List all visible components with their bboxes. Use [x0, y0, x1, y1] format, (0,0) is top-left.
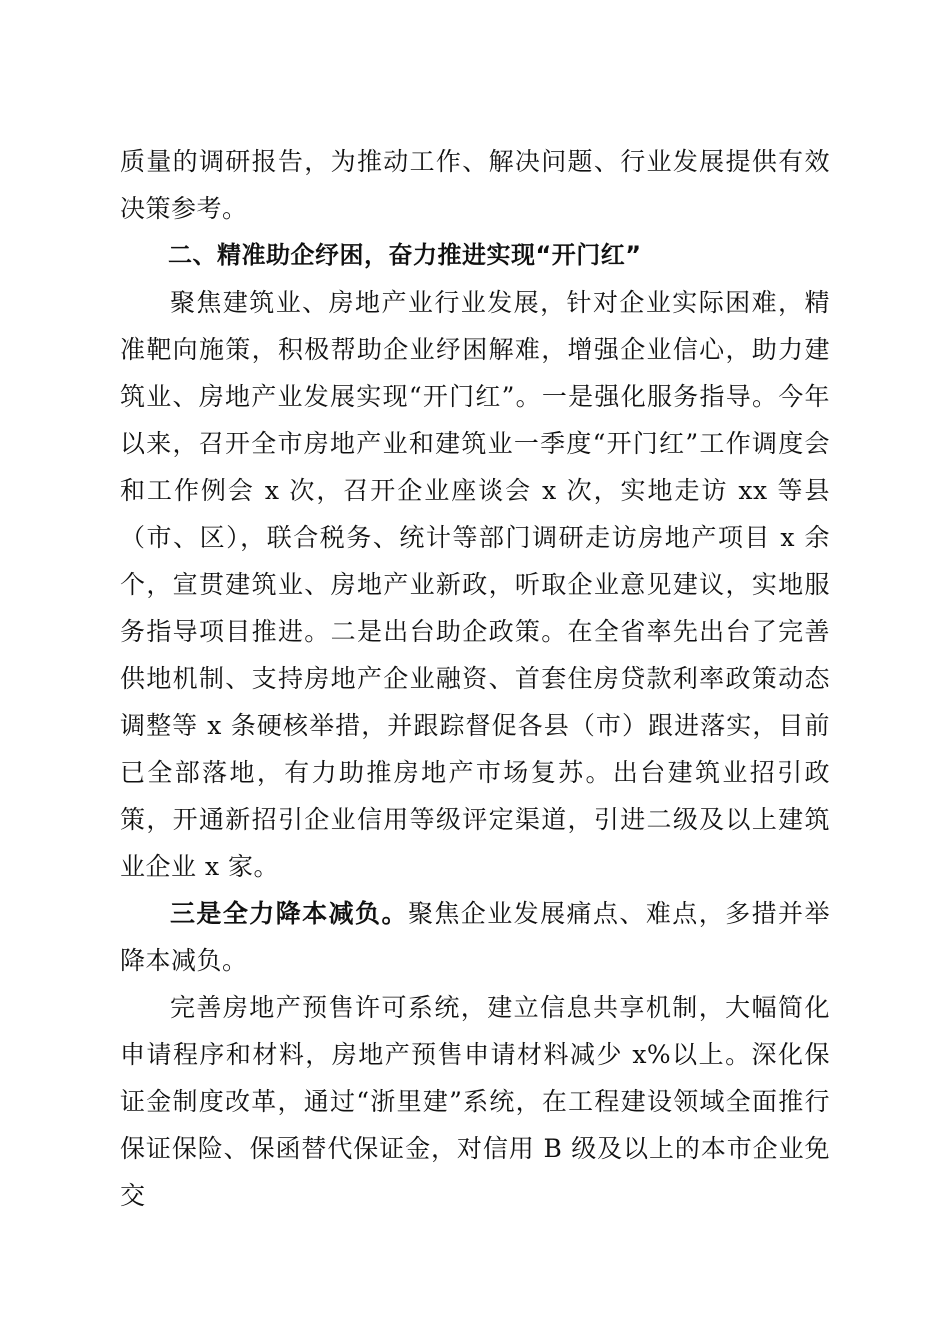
paragraph-point-three: [120, 890, 830, 984]
point-three-lead: 三是全力降本减负。: [170, 899, 408, 928]
section-heading: 二、精准助企纾困，奋力推进实现“开门红”: [168, 241, 642, 269]
point-three-text: 聚焦企业发展痛点、难点，多措并举降本减负。: [120, 899, 830, 975]
paragraph-section-body: 聚焦建筑业、房地产业行业发展，针对企业实际困难，精准靶向施策，积极帮助企业纾困解难，增强企业信心，助力建筑业、房地产业发展实现“开门红”。一是强化服务指导。今年以来，召开全市房地产业和建筑业一季度“开门红”工作调度会和工作例会 x 次，召开企业座谈会 x 次，实地走访 xx 等县（市、区），联合税务、统计等部门调研走访房地产项目 x 余个，宣贯建筑业、房地产业新政，听取企业意见建议，实地服务指导项目推进。二是出台助企政策。在全省率先出台了完善供地机制、支持房地产企业融资、首套住房贷款利率政策动态调整等 x 条硬核举措，并跟踪督促各县（市）跟进落实，目前已全部落地，有力助推房地产市场复苏。出台建筑业招引政策，开通新招引企业信用等级评定渠道，引进二级及以上建筑业企业 x 家。: [120, 288, 830, 881]
paragraph-continuation: 质量的调研报告，为推动工作、解决问题、行业发展提供有效决策参考。: [120, 147, 830, 223]
document-body: [120, 138, 830, 1219]
paragraph-last: 完善房地产预售许可系统，建立信息共享机制，大幅简化申请程序和材料，房地产预售申请材料减少 x%以上。深化保证金制度改革，通过“浙里建”系统，在工程建设领域全面推行保证保险、保函替代保证金，对信用 B 级及以上的本市企业免交: [120, 993, 830, 1210]
